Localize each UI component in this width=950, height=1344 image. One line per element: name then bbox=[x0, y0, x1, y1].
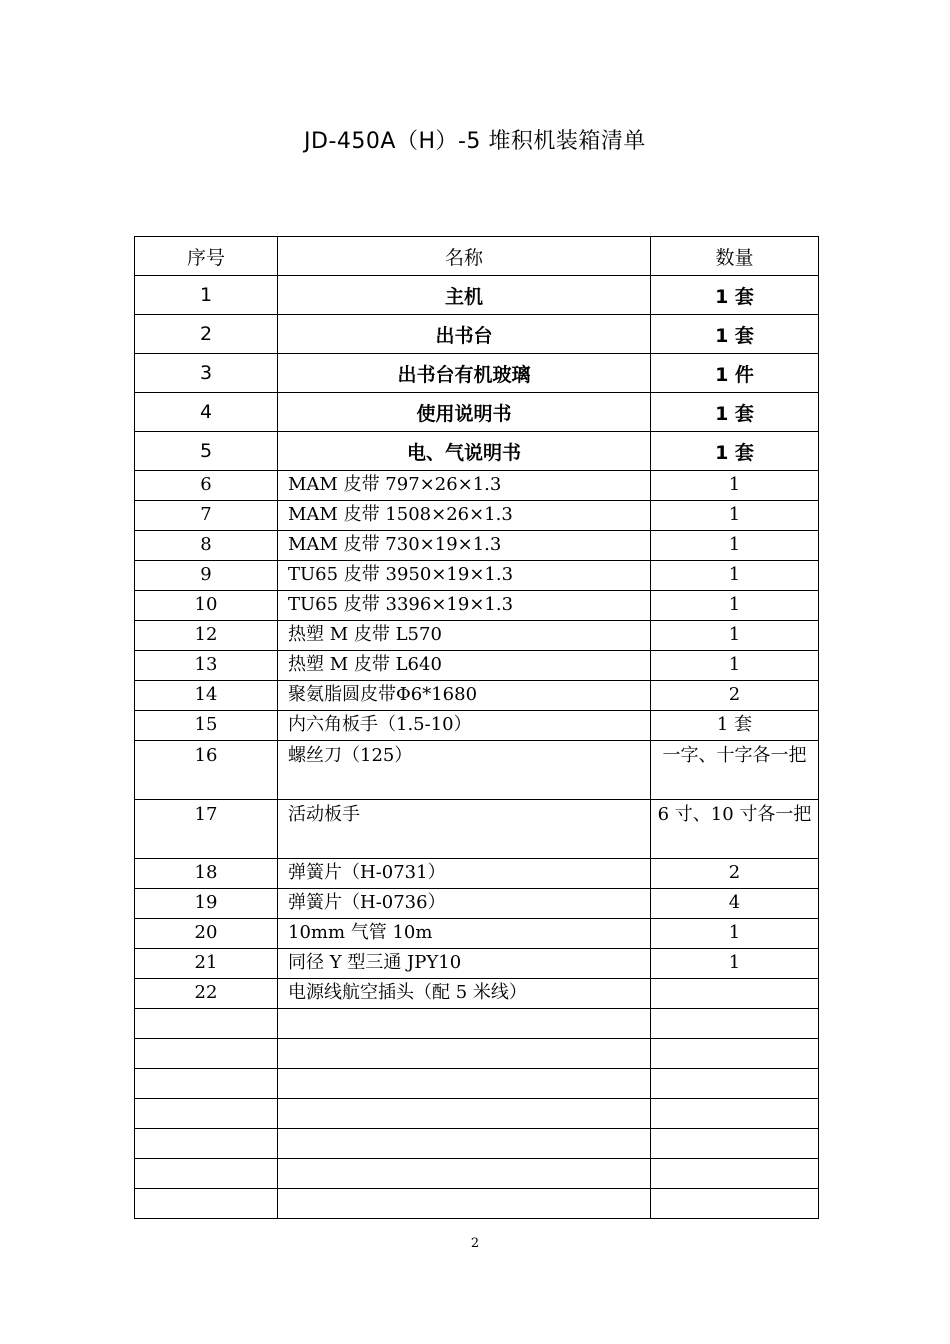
item-name: 热塑 M 皮带 L570 bbox=[278, 621, 651, 651]
item-number: 14 bbox=[135, 681, 278, 711]
item-number: 7 bbox=[135, 501, 278, 531]
item-name: MAM 皮带 1508×26×1.3 bbox=[278, 501, 651, 531]
table-row bbox=[135, 919, 819, 949]
empty-cell bbox=[135, 1069, 278, 1099]
item-name: 同径 Y 型三通 JPY10 bbox=[278, 949, 651, 979]
empty-cell bbox=[278, 1189, 651, 1219]
empty-cell bbox=[135, 1129, 278, 1159]
item-name: MAM 皮带 730×19×1.3 bbox=[278, 531, 651, 561]
table-row bbox=[135, 531, 819, 561]
table-row bbox=[135, 432, 819, 471]
item-number: 8 bbox=[135, 531, 278, 561]
empty-cell bbox=[651, 1099, 819, 1129]
empty-cell bbox=[278, 1069, 651, 1099]
empty-cell bbox=[278, 1099, 651, 1129]
item-quantity: 1 件 bbox=[651, 354, 819, 393]
item-number: 18 bbox=[135, 859, 278, 889]
table-row bbox=[135, 651, 819, 681]
item-quantity: 1 bbox=[651, 471, 819, 501]
page-title: JD-450A（H）-5 堆积机装箱清单 bbox=[304, 129, 646, 154]
empty-cell bbox=[135, 1159, 278, 1189]
empty-row bbox=[135, 1189, 819, 1219]
item-quantity: 1 套 bbox=[651, 393, 819, 432]
empty-row bbox=[135, 1099, 819, 1129]
item-name: 活动板手 bbox=[278, 800, 651, 859]
table-row bbox=[135, 979, 819, 1009]
header-number: 序号 bbox=[135, 237, 278, 276]
table-row bbox=[135, 276, 819, 315]
item-quantity: 1 套 bbox=[651, 711, 819, 741]
table-row bbox=[135, 711, 819, 741]
item-quantity: 1 套 bbox=[651, 315, 819, 354]
item-name: 电源线航空插头（配 5 米线） bbox=[278, 979, 651, 1009]
item-number: 5 bbox=[135, 432, 278, 471]
item-quantity: 1 bbox=[651, 949, 819, 979]
item-name: 出书台有机玻璃 bbox=[278, 354, 651, 393]
item-name: 弹簧片（H-0731） bbox=[278, 859, 651, 889]
table-row bbox=[135, 949, 819, 979]
table-row bbox=[135, 471, 819, 501]
item-name: 电、气说明书 bbox=[278, 432, 651, 471]
empty-cell bbox=[651, 1129, 819, 1159]
item-number: 17 bbox=[135, 800, 278, 859]
table-header-row bbox=[135, 237, 819, 276]
header-quantity: 数量 bbox=[651, 237, 819, 276]
empty-cell bbox=[278, 1039, 651, 1069]
table-row bbox=[135, 591, 819, 621]
item-name: 主机 bbox=[278, 276, 651, 315]
table-row bbox=[135, 681, 819, 711]
empty-cell bbox=[278, 1159, 651, 1189]
empty-cell bbox=[651, 1189, 819, 1219]
item-number: 16 bbox=[135, 741, 278, 800]
table-row bbox=[135, 501, 819, 531]
item-number: 20 bbox=[135, 919, 278, 949]
empty-row bbox=[135, 1129, 819, 1159]
item-name: TU65 皮带 3396×19×1.3 bbox=[278, 591, 651, 621]
header-name: 名称 bbox=[278, 237, 651, 276]
item-name: 内六角板手（1.5-10） bbox=[278, 711, 651, 741]
item-quantity: 1 bbox=[651, 651, 819, 681]
item-number: 10 bbox=[135, 591, 278, 621]
empty-cell bbox=[651, 1159, 819, 1189]
item-quantity: 6 寸、10 寸各一把 bbox=[651, 800, 819, 859]
item-quantity: 一字、十字各一把 bbox=[651, 741, 819, 800]
empty-cell bbox=[278, 1009, 651, 1039]
item-quantity: 1 套 bbox=[651, 276, 819, 315]
item-name: 螺丝刀（125） bbox=[278, 741, 651, 800]
page-number: 2 bbox=[470, 1236, 480, 1251]
item-number: 4 bbox=[135, 393, 278, 432]
item-quantity: 1 bbox=[651, 591, 819, 621]
item-quantity bbox=[651, 979, 819, 1009]
item-name: MAM 皮带 797×26×1.3 bbox=[278, 471, 651, 501]
item-quantity: 1 套 bbox=[651, 432, 819, 471]
empty-cell bbox=[135, 1009, 278, 1039]
item-name: 聚氨脂圆皮带Φ6*1680 bbox=[278, 681, 651, 711]
table-row bbox=[135, 561, 819, 591]
item-name: 热塑 M 皮带 L640 bbox=[278, 651, 651, 681]
item-number: 21 bbox=[135, 949, 278, 979]
empty-cell bbox=[135, 1039, 278, 1069]
item-number: 12 bbox=[135, 621, 278, 651]
item-number: 1 bbox=[135, 276, 278, 315]
table-row bbox=[135, 354, 819, 393]
empty-row bbox=[135, 1039, 819, 1069]
item-number: 13 bbox=[135, 651, 278, 681]
table-row bbox=[135, 859, 819, 889]
table-row bbox=[135, 621, 819, 651]
item-number: 22 bbox=[135, 979, 278, 1009]
item-quantity: 1 bbox=[651, 621, 819, 651]
item-name: 使用说明书 bbox=[278, 393, 651, 432]
empty-cell bbox=[135, 1099, 278, 1129]
table-row bbox=[135, 741, 819, 800]
empty-row bbox=[135, 1159, 819, 1189]
item-name: 出书台 bbox=[278, 315, 651, 354]
item-quantity: 1 bbox=[651, 531, 819, 561]
item-quantity: 1 bbox=[651, 561, 819, 591]
item-quantity: 1 bbox=[651, 919, 819, 949]
item-number: 6 bbox=[135, 471, 278, 501]
table-row bbox=[135, 393, 819, 432]
item-quantity: 2 bbox=[651, 859, 819, 889]
item-number: 15 bbox=[135, 711, 278, 741]
item-number: 9 bbox=[135, 561, 278, 591]
packing-list-table bbox=[134, 236, 819, 1219]
item-name: TU65 皮带 3950×19×1.3 bbox=[278, 561, 651, 591]
empty-row bbox=[135, 1069, 819, 1099]
empty-row bbox=[135, 1009, 819, 1039]
item-number: 3 bbox=[135, 354, 278, 393]
item-number: 2 bbox=[135, 315, 278, 354]
item-quantity: 1 bbox=[651, 501, 819, 531]
empty-cell bbox=[651, 1009, 819, 1039]
table-row bbox=[135, 315, 819, 354]
item-quantity: 4 bbox=[651, 889, 819, 919]
item-quantity: 2 bbox=[651, 681, 819, 711]
item-name: 弹簧片（H-0736） bbox=[278, 889, 651, 919]
table-row bbox=[135, 800, 819, 859]
empty-cell bbox=[135, 1189, 278, 1219]
empty-cell bbox=[651, 1069, 819, 1099]
empty-cell bbox=[651, 1039, 819, 1069]
empty-cell bbox=[278, 1129, 651, 1159]
table-row bbox=[135, 889, 819, 919]
item-number: 19 bbox=[135, 889, 278, 919]
item-name: 10mm 气管 10m bbox=[278, 919, 651, 949]
